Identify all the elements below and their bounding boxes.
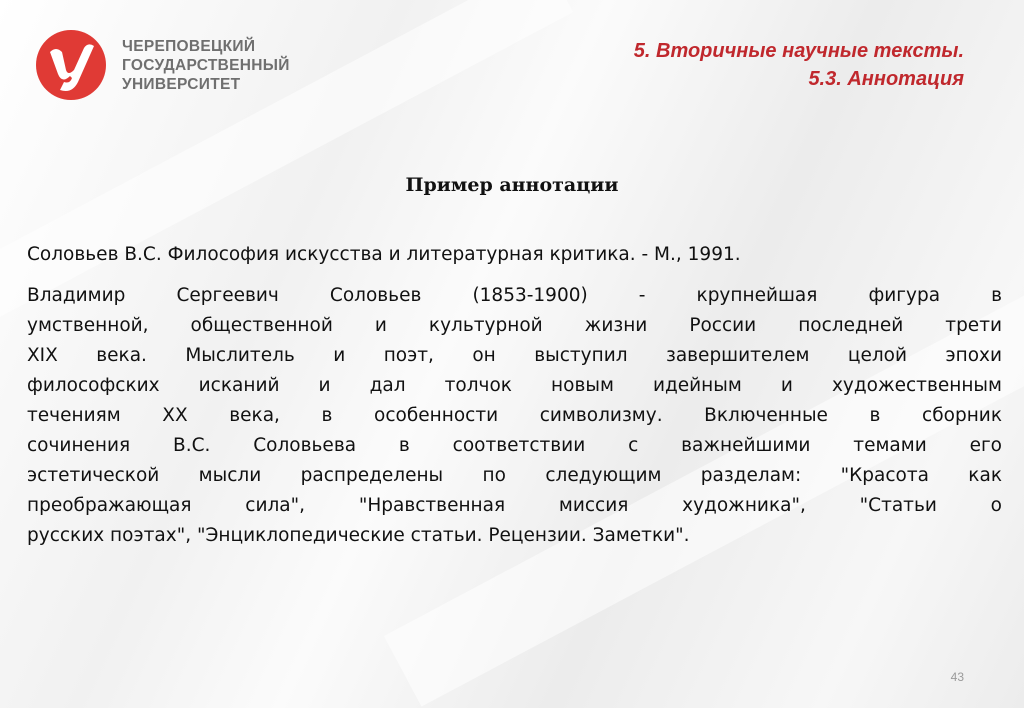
annotation-line: течениям XX века, в особенности символизму. Включенные в сборник	[27, 405, 1002, 426]
annotation-line: философских исканий и дал толчок новым идейным и художественным	[27, 375, 1002, 396]
annotation-line: эстетической мысли распределены по следующим разделам: "Красота как	[27, 465, 1002, 486]
annotation-line: русских поэтах", "Энциклопедические статьи. Рецензии. Заметки".	[27, 525, 690, 546]
university-name	[122, 37, 290, 94]
section-title-line1: 5. Вторичные научные тексты.	[633, 40, 964, 62]
annotation-line: XIX века. Мыслитель и поэт, он выступил завершителем целой эпохи	[27, 345, 1002, 366]
annotation-body	[27, 281, 1002, 551]
citation: Соловьев В.С. Философия искусства и литературная критика. - М., 1991.	[27, 244, 741, 265]
section-title	[634, 37, 964, 93]
section-title-line2: 5.3. Аннотация	[808, 68, 964, 90]
university-name-line: ЧЕРЕПОВЕЦКИЙ	[122, 38, 256, 55]
annotation-line: преображающая сила", "Нравственная миссия художника", "Статьи о	[27, 495, 1002, 516]
annotation-line: умственной, общественной и культурной жизни России последней трети	[27, 315, 1002, 336]
university-name-line: УНИВЕРСИТЕТ	[122, 76, 241, 93]
university-logo-icon	[36, 30, 106, 100]
page-number: 43	[950, 670, 964, 684]
annotation-line: сочинения В.С. Соловьева в соответствии с важнейшими темами его	[27, 435, 1002, 456]
page-heading: Пример аннотации	[405, 174, 619, 196]
annotation-line: Владимир Сергеевич Соловьев (1853-1900) - крупнейшая фигура в	[27, 285, 1002, 306]
university-name-line: ГОСУДАРСТВЕННЫЙ	[122, 57, 290, 74]
